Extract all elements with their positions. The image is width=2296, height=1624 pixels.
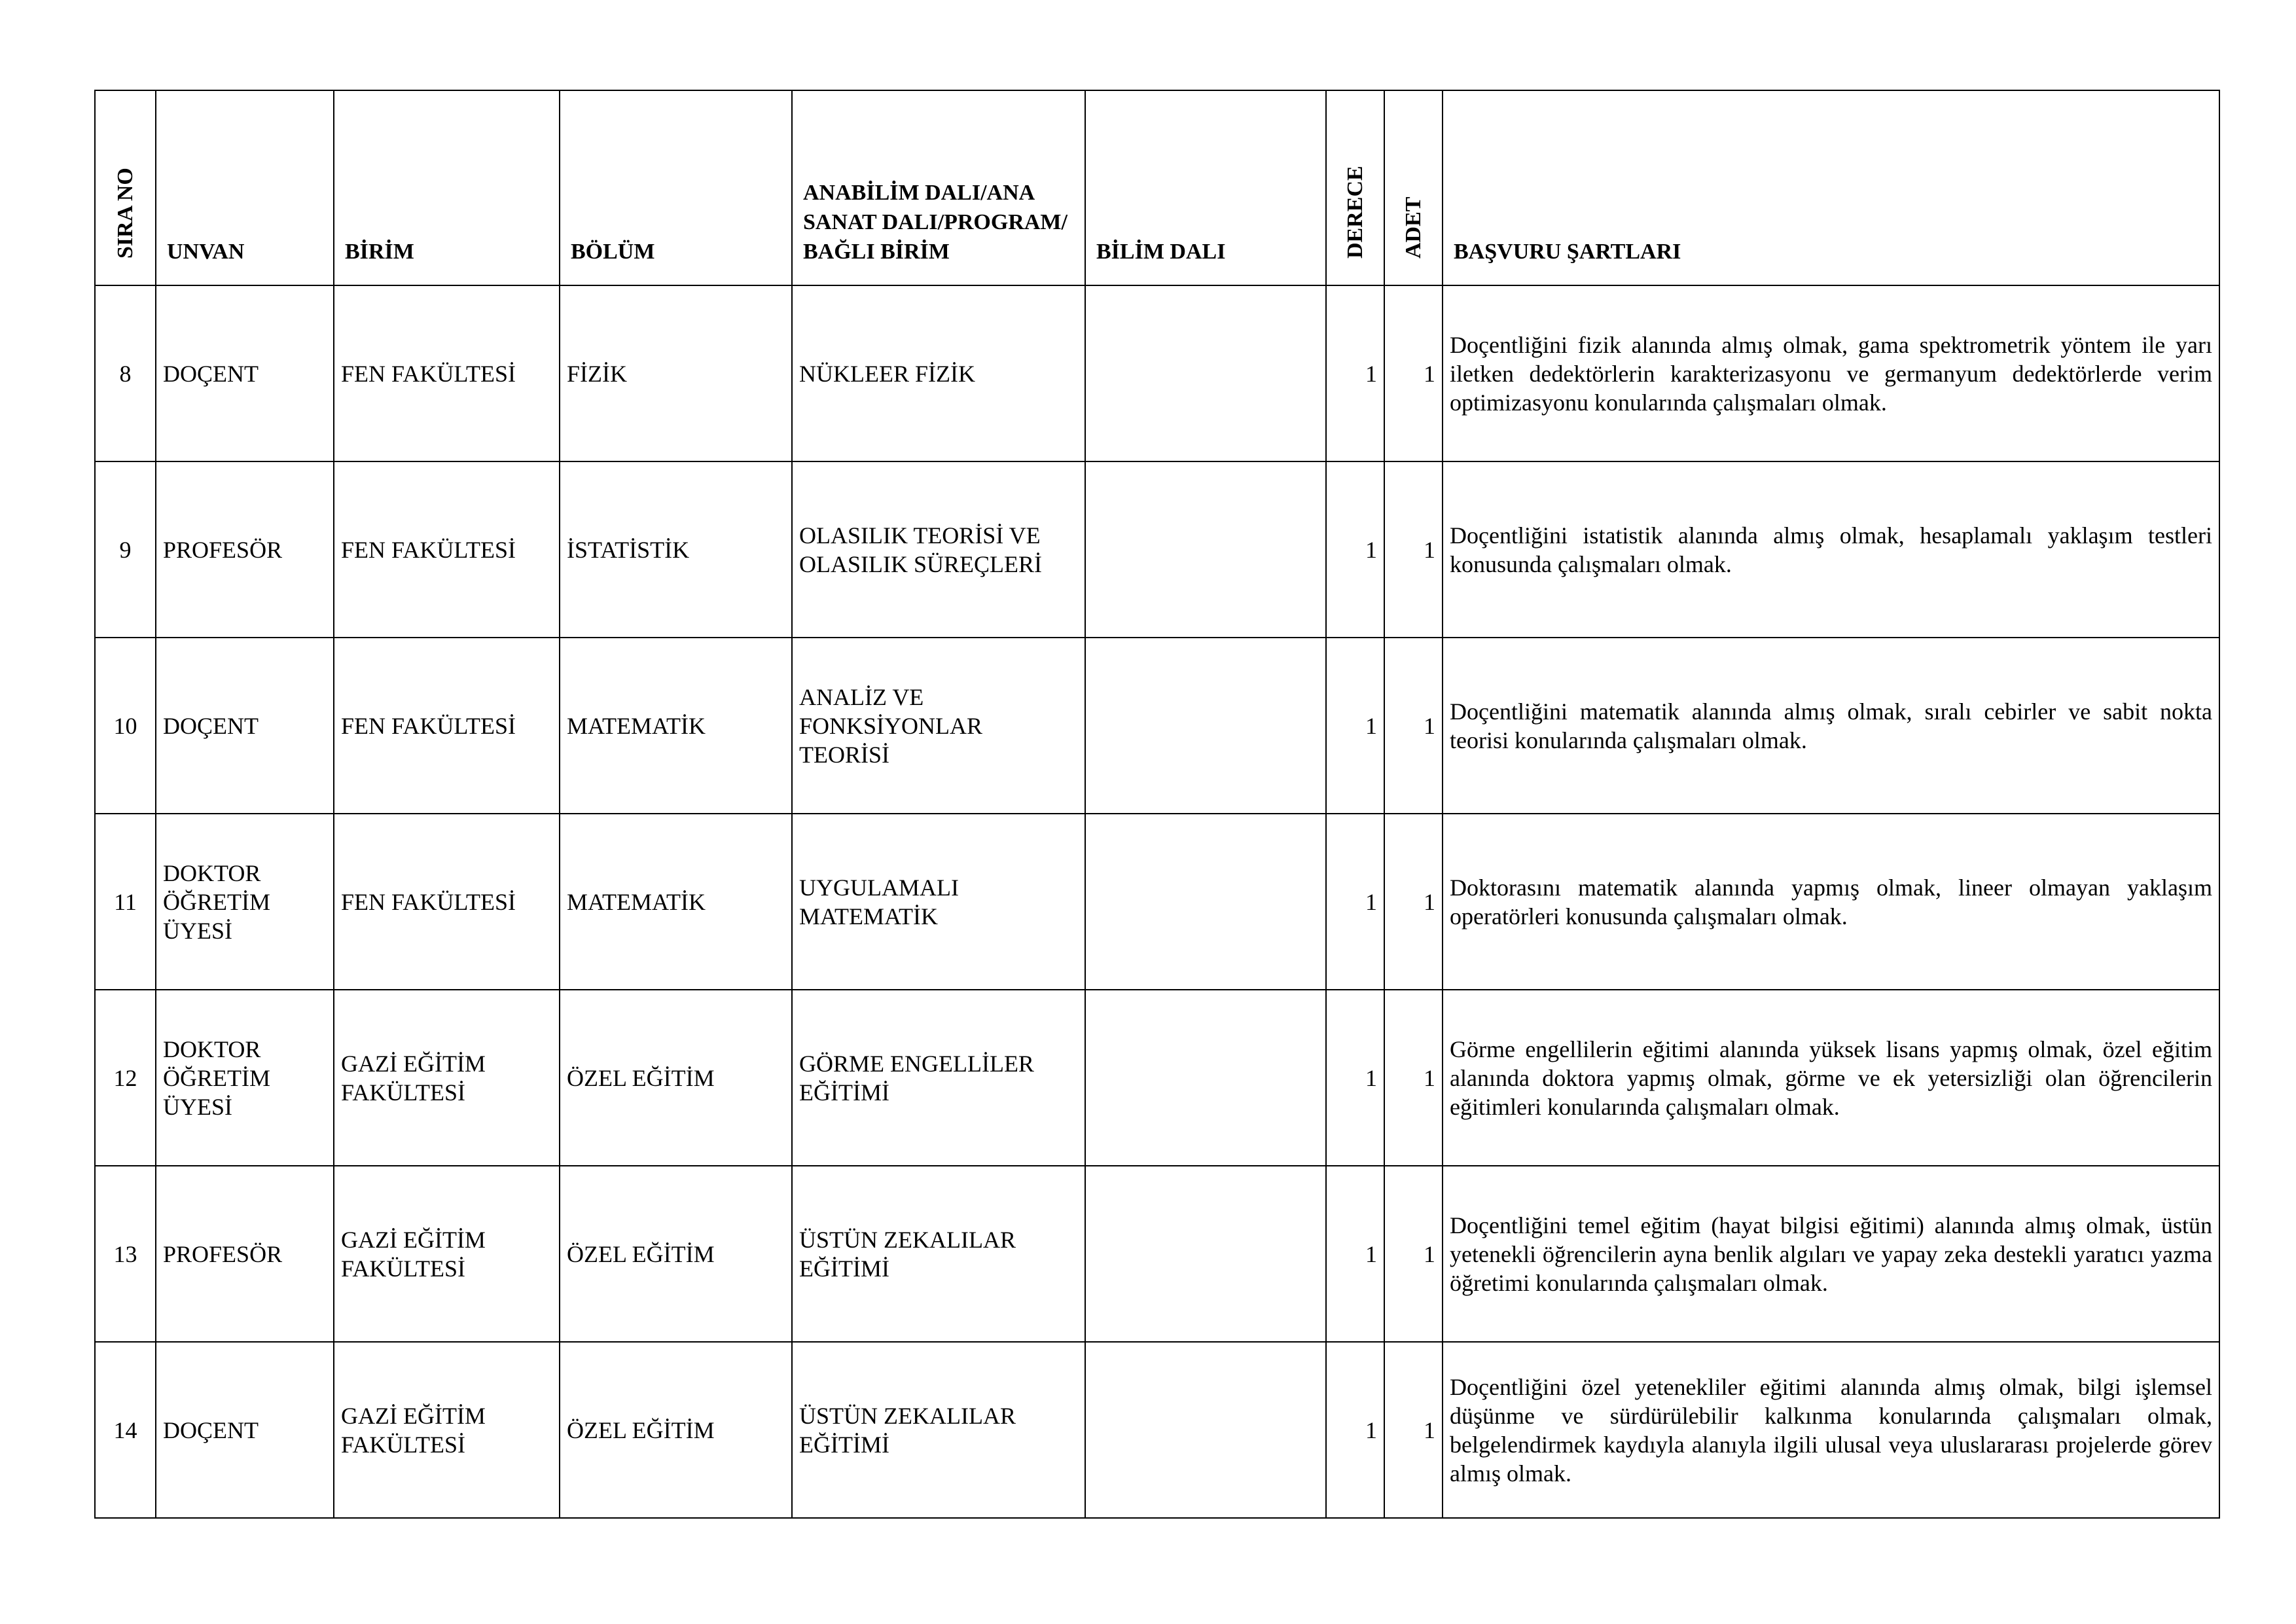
- cell-derece: 1: [1326, 461, 1384, 638]
- cell-birim: GAZİ EĞİTİM FAKÜLTESİ: [334, 990, 560, 1166]
- header-birim: BİRİM: [334, 90, 560, 285]
- header-derece-label: DERECE: [1342, 166, 1367, 259]
- cell-bilim-dali: [1085, 814, 1326, 990]
- cell-adet: 1: [1384, 990, 1443, 1166]
- cell-bolum: FİZİK: [560, 285, 792, 461]
- cell-anabilim: OLASILIK TEORİSİ VE OLASILIK SÜREÇLERİ: [792, 461, 1085, 638]
- header-derece: [1326, 90, 1384, 285]
- header-sira-no-label: SIRA NO: [113, 168, 137, 259]
- header-adet: [1384, 90, 1443, 285]
- cell-adet: 1: [1384, 814, 1443, 990]
- cell-bolum: MATEMATİK: [560, 814, 792, 990]
- cell-bolum: ÖZEL EĞİTİM: [560, 1342, 792, 1518]
- cell-sira: 8: [95, 285, 156, 461]
- cell-birim: FEN FAKÜLTESİ: [334, 638, 560, 814]
- table-row: [95, 638, 2219, 814]
- table-row: [95, 461, 2219, 638]
- cell-basvuru-sartlari: Doçentliğini matematik alanında almış olmak, sıralı cebirler ve sabit nokta teorisi konularında çalışmaları olmak.: [1443, 638, 2219, 814]
- cell-anabilim: UYGULAMALI MATEMATİK: [792, 814, 1085, 990]
- cell-derece: 1: [1326, 990, 1384, 1166]
- cell-anabilim: ANALİZ VE FONKSİYONLAR TEORİSİ: [792, 638, 1085, 814]
- cell-unvan: DOKTOR ÖĞRETİM ÜYESİ: [156, 814, 334, 990]
- positions-table: [94, 90, 2220, 1519]
- header-sira-no: [95, 90, 156, 285]
- cell-adet: 1: [1384, 1342, 1443, 1518]
- cell-sira: 12: [95, 990, 156, 1166]
- cell-bolum: ÖZEL EĞİTİM: [560, 1166, 792, 1342]
- cell-birim: GAZİ EĞİTİM FAKÜLTESİ: [334, 1166, 560, 1342]
- cell-birim: GAZİ EĞİTİM FAKÜLTESİ: [334, 1342, 560, 1518]
- cell-adet: 1: [1384, 638, 1443, 814]
- cell-derece: 1: [1326, 638, 1384, 814]
- header-unvan: UNVAN: [156, 90, 334, 285]
- cell-derece: 1: [1326, 285, 1384, 461]
- header-bolum: BÖLÜM: [560, 90, 792, 285]
- cell-bilim-dali: [1085, 1342, 1326, 1518]
- cell-bilim-dali: [1085, 638, 1326, 814]
- cell-basvuru-sartlari: Doktorasını matematik alanında yapmış olmak, lineer olmayan yaklaşım operatörleri konusunda çalışmaları olmak.: [1443, 814, 2219, 990]
- cell-bilim-dali: [1085, 990, 1326, 1166]
- cell-basvuru-sartlari: Görme engellilerin eğitimi alanında yüksek lisans yapmış olmak, özel eğitim alanında doktora yapmış olmak, görme ve ek yetersizliği olan öğrencilerin eğitimleri konularında çalışmaları olmak.: [1443, 990, 2219, 1166]
- table-row: [95, 990, 2219, 1166]
- table-row: [95, 285, 2219, 461]
- cell-bilim-dali: [1085, 461, 1326, 638]
- cell-unvan: DOKTOR ÖĞRETİM ÜYESİ: [156, 990, 334, 1166]
- cell-unvan: DOÇENT: [156, 638, 334, 814]
- cell-sira: 11: [95, 814, 156, 990]
- cell-bilim-dali: [1085, 285, 1326, 461]
- header-anabilim-dali: ANABİLİM DALI/ANA SANAT DALI/PROGRAM/ BAĞLI BİRİM: [792, 90, 1085, 285]
- header-adet-label: ADET: [1401, 196, 1426, 259]
- cell-unvan: PROFESÖR: [156, 1166, 334, 1342]
- cell-adet: 1: [1384, 285, 1443, 461]
- table-row: [95, 814, 2219, 990]
- cell-sira: 13: [95, 1166, 156, 1342]
- cell-anabilim: GÖRME ENGELLİLER EĞİTİMİ: [792, 990, 1085, 1166]
- cell-sira: 14: [95, 1342, 156, 1518]
- cell-derece: 1: [1326, 1342, 1384, 1518]
- table-row: [95, 1342, 2219, 1518]
- cell-basvuru-sartlari: Doçentliğini fizik alanında almış olmak, gama spektrometrik yöntem ile yarı iletken dedektörlerin karakterizasyonu ve germanyum dedektörlerde verim optimizasyonu konularında çalışmaları olmak.: [1443, 285, 2219, 461]
- cell-unvan: DOÇENT: [156, 1342, 334, 1518]
- cell-basvuru-sartlari: Doçentliğini temel eğitim (hayat bilgisi eğitimi) alanında almış olmak, üstün yetenekli öğrencilerin ayna benlik algıları ve yapay zeka destekli yaratıcı yazma öğretimi konularında çalışmaları olmak.: [1443, 1166, 2219, 1342]
- cell-bolum: ÖZEL EĞİTİM: [560, 990, 792, 1166]
- cell-anabilim: ÜSTÜN ZEKALILAR EĞİTİMİ: [792, 1166, 1085, 1342]
- cell-birim: FEN FAKÜLTESİ: [334, 461, 560, 638]
- header-basvuru-sartlari: BAŞVURU ŞARTLARI: [1443, 90, 2219, 285]
- cell-anabilim: NÜKLEER FİZİK: [792, 285, 1085, 461]
- cell-unvan: PROFESÖR: [156, 461, 334, 638]
- cell-adet: 1: [1384, 1166, 1443, 1342]
- table-row: [95, 1166, 2219, 1342]
- cell-unvan: DOÇENT: [156, 285, 334, 461]
- header-bilim-dali: BİLİM DALI: [1085, 90, 1326, 285]
- cell-bilim-dali: [1085, 1166, 1326, 1342]
- cell-sira: 10: [95, 638, 156, 814]
- cell-basvuru-sartlari: Doçentliğini istatistik alanında almış olmak, hesaplamalı yaklaşım testleri konusunda çalışmaları olmak.: [1443, 461, 2219, 638]
- cell-derece: 1: [1326, 814, 1384, 990]
- cell-birim: FEN FAKÜLTESİ: [334, 285, 560, 461]
- cell-birim: FEN FAKÜLTESİ: [334, 814, 560, 990]
- cell-derece: 1: [1326, 1166, 1384, 1342]
- cell-sira: 9: [95, 461, 156, 638]
- cell-adet: 1: [1384, 461, 1443, 638]
- job-posting-sheet: [94, 90, 2219, 1519]
- cell-bolum: İSTATİSTİK: [560, 461, 792, 638]
- header-row: [95, 90, 2219, 285]
- cell-bolum: MATEMATİK: [560, 638, 792, 814]
- cell-basvuru-sartlari: Doçentliğini özel yetenekliler eğitimi alanında almış olmak, bilgi işlemsel düşünme ve sürdürülebilir kalkınma konularında çalışmaları olmak, belgelendirmek kaydıyla alanıyla ilgili ulusal veya uluslararası projelerde görev almış olmak.: [1443, 1342, 2219, 1518]
- cell-anabilim: ÜSTÜN ZEKALILAR EĞİTİMİ: [792, 1342, 1085, 1518]
